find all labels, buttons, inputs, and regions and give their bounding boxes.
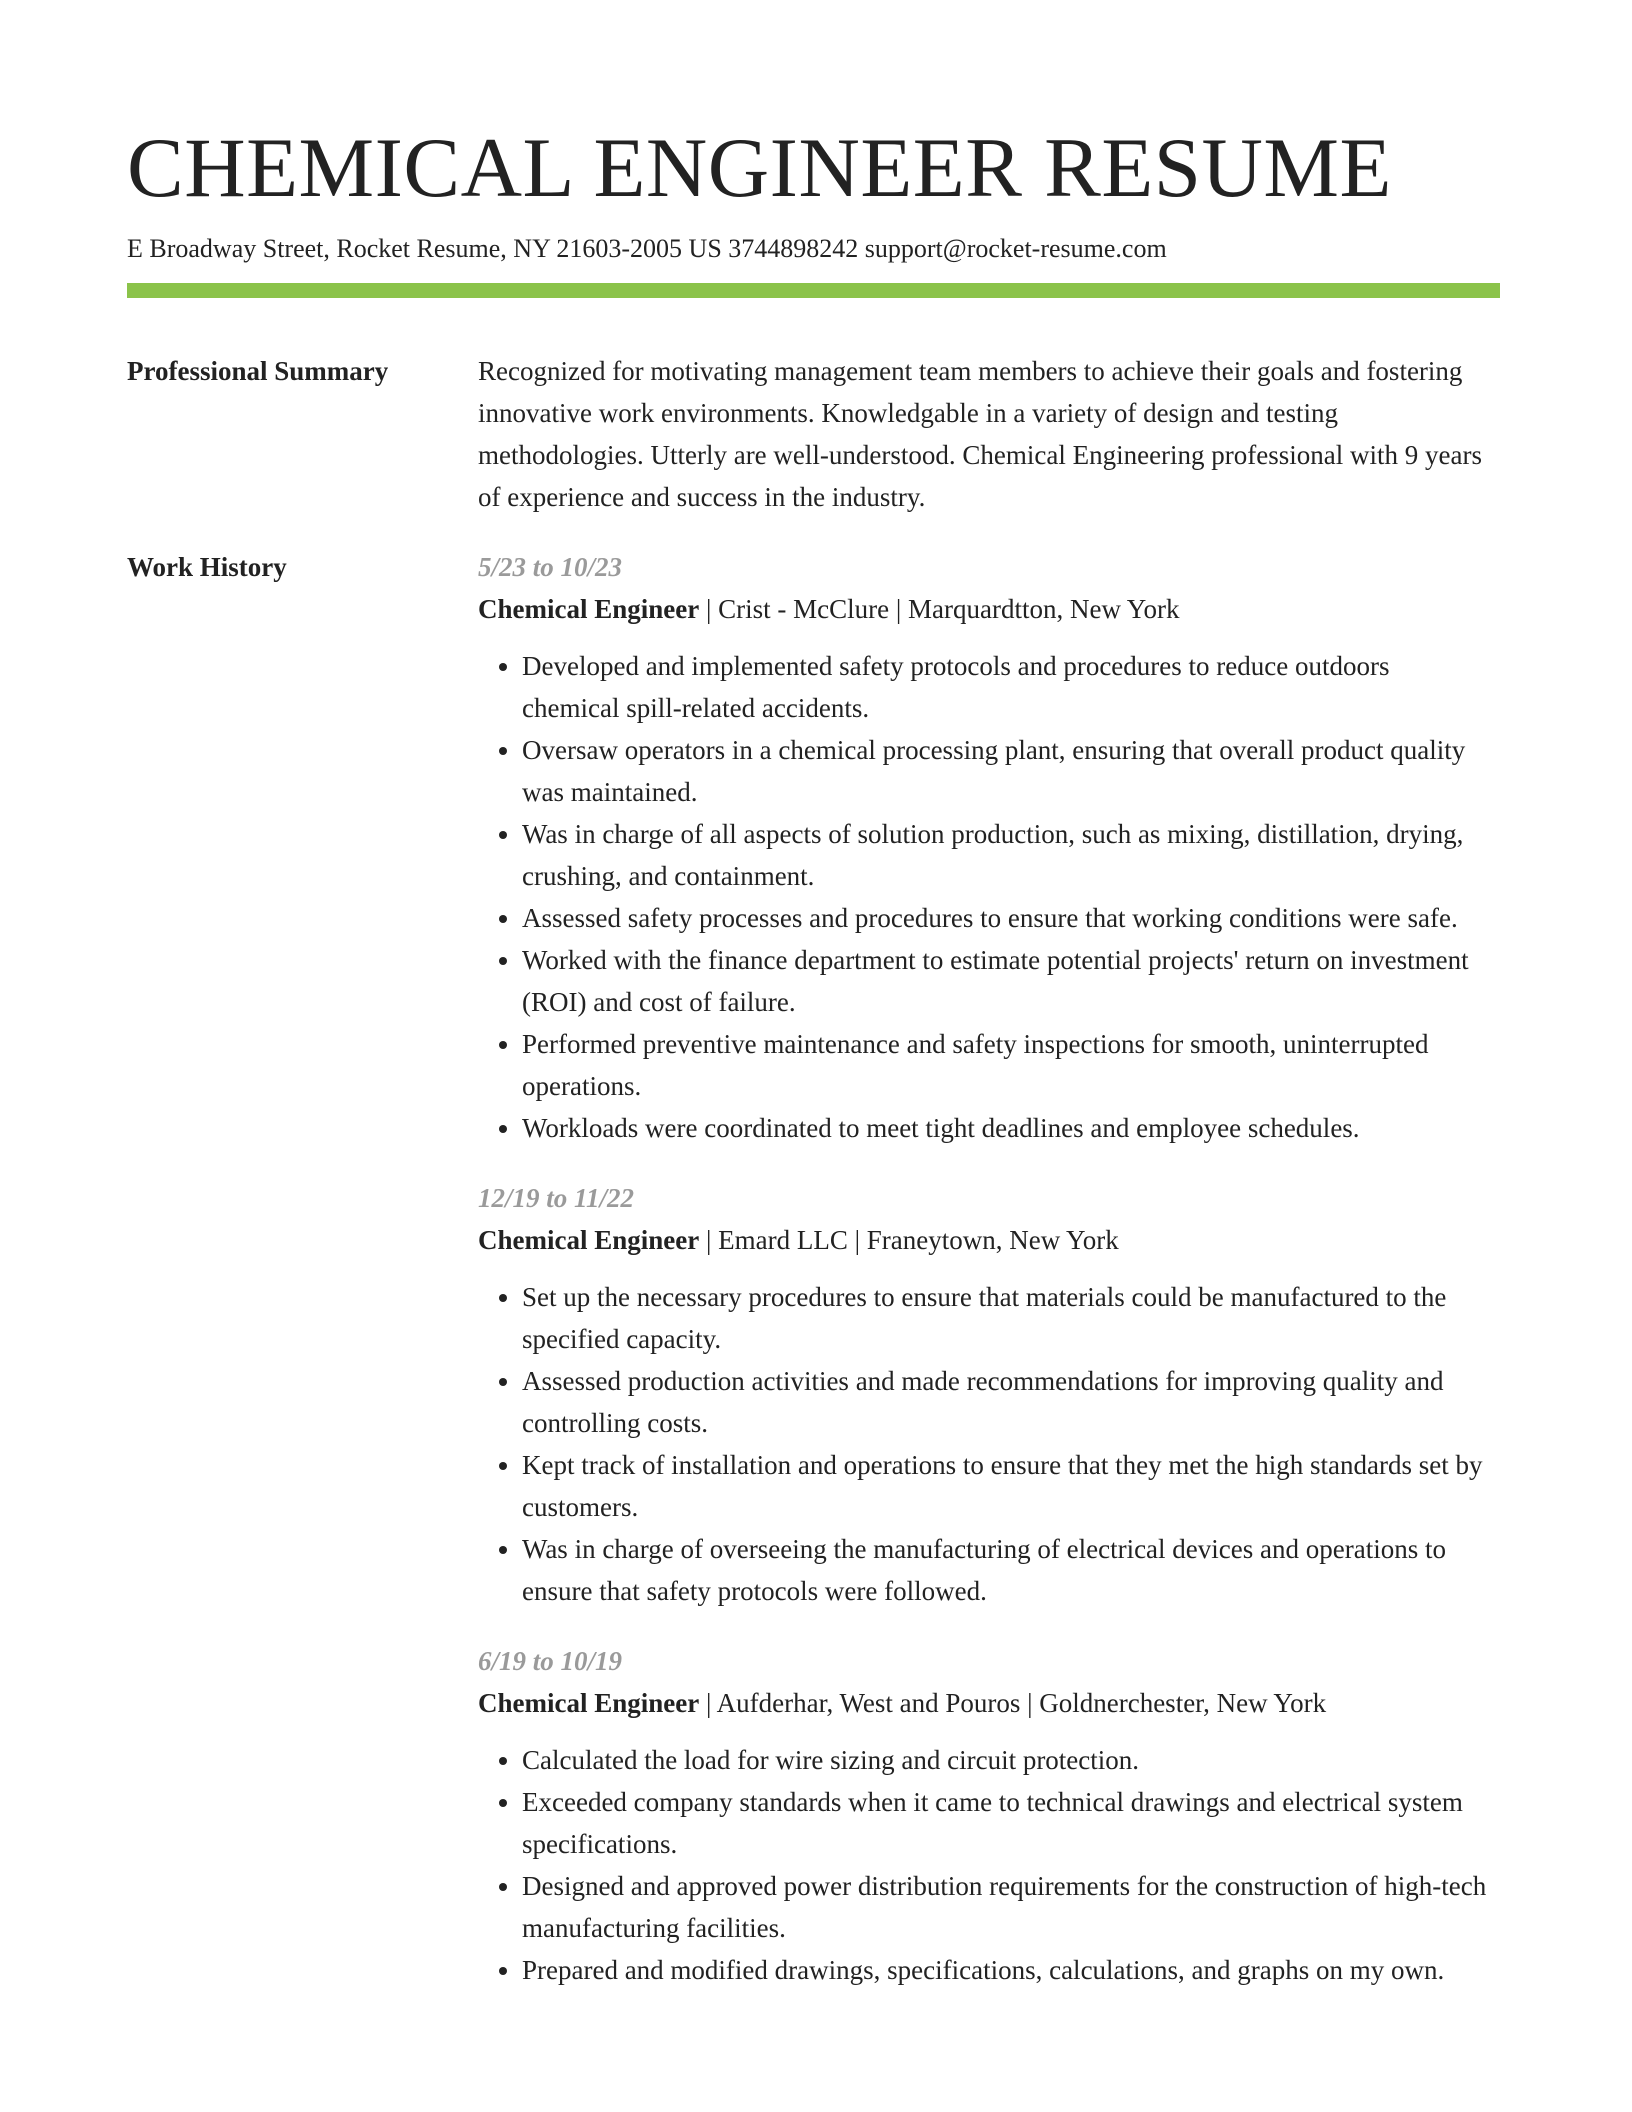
job-entry <box>478 546 1500 1149</box>
job-dates: 5/23 to 10/23 <box>478 552 623 582</box>
job-bullet: • Kept track of installation and operations to ensure that they met the high standards set by customers. <box>522 1444 1500 1528</box>
job-title: Chemical Engineer <box>478 1225 700 1255</box>
job-bullet: • Performed preventive maintenance and safety inspections for smooth, uninterrupted operations. <box>522 1023 1500 1107</box>
job-details: | Emard LLC | Franeytown, New York <box>699 1225 1119 1255</box>
work-history-section <box>127 546 1500 2019</box>
job-bullet: • Calculated the load for wire sizing and circuit protection. <box>522 1739 1500 1781</box>
job-bullet: • Assessed production activities and made recommendations for improving quality and controlling costs. <box>522 1360 1500 1444</box>
job-details: | Aufderhar, West and Pouros | Goldnerchester, New York <box>699 1688 1327 1718</box>
job-entry <box>478 1177 1500 1612</box>
resume-page <box>127 118 1500 2019</box>
job-header <box>478 588 1500 630</box>
job-bullet: • Designed and approved power distribution requirements for the construction of high-tech manufacturing facilities. <box>522 1865 1500 1949</box>
job-bullet: • Prepared and modified drawings, specifications, calculations, and graphs on my own. <box>522 1949 1500 1991</box>
job-dates: 12/19 to 11/22 <box>478 1183 635 1213</box>
job-bullet: • Developed and implemented safety protocols and procedures to reduce outdoors chemical spill-related accidents. <box>522 645 1500 729</box>
job-bullet: • Oversaw operators in a chemical processing plant, ensuring that overall product quality was maintained. <box>522 729 1500 813</box>
header-divider <box>127 283 1500 298</box>
section-heading-work: Work History <box>127 552 287 582</box>
job-bullet: • Worked with the finance department to estimate potential projects' return on investment (ROI) and cost of failure. <box>522 939 1500 1023</box>
summary-body <box>478 350 1500 518</box>
job-bullet-list <box>478 645 1500 1149</box>
job-entry <box>478 1640 1500 1991</box>
job-bullet: • Was in charge of all aspects of solution production, such as mixing, distillation, drying, crushing, and containment. <box>522 813 1500 897</box>
job-title: Chemical Engineer <box>478 594 700 624</box>
job-bullet: • Set up the necessary procedures to ensure that materials could be manufactured to the specified capacity. <box>522 1276 1500 1360</box>
job-dates: 6/19 to 10/19 <box>478 1646 623 1676</box>
contact-info: E Broadway Street, Rocket Resume, NY 21603-2005 US 3744898242 support@rocket-resume.com <box>127 234 1167 263</box>
job-bullet-list <box>478 1276 1500 1612</box>
job-header <box>478 1682 1500 1724</box>
job-details: | Crist - McClure | Marquardtton, New York <box>699 594 1180 624</box>
job-bullet: • Workloads were coordinated to meet tight deadlines and employee schedules. <box>522 1107 1500 1149</box>
resume-title: CHEMICAL ENGINEER RESUME <box>127 121 1392 215</box>
summary-text: Recognized for motivating management team members to achieve their goals and fostering innovative work environments. Knowledgable in a variety of design and testing methodologies. Utterly are well-understood. Chemical Engineering professional with 9 years of experience and success in the industry. <box>478 356 1482 512</box>
job-bullet-list <box>478 1739 1500 1991</box>
job-header <box>478 1219 1500 1261</box>
job-title: Chemical Engineer <box>478 1688 700 1718</box>
job-bullet: • Was in charge of overseeing the manufacturing of electrical devices and operations to ensure that safety protocols were followed. <box>522 1528 1500 1612</box>
section-heading-summary: Professional Summary <box>127 356 389 386</box>
job-bullet: • Exceeded company standards when it came to technical drawings and electrical system specifications. <box>522 1781 1500 1865</box>
job-bullet: • Assessed safety processes and procedures to ensure that working conditions were safe. <box>522 897 1500 939</box>
work-history-body <box>478 546 1500 2019</box>
professional-summary-section <box>127 350 1500 518</box>
